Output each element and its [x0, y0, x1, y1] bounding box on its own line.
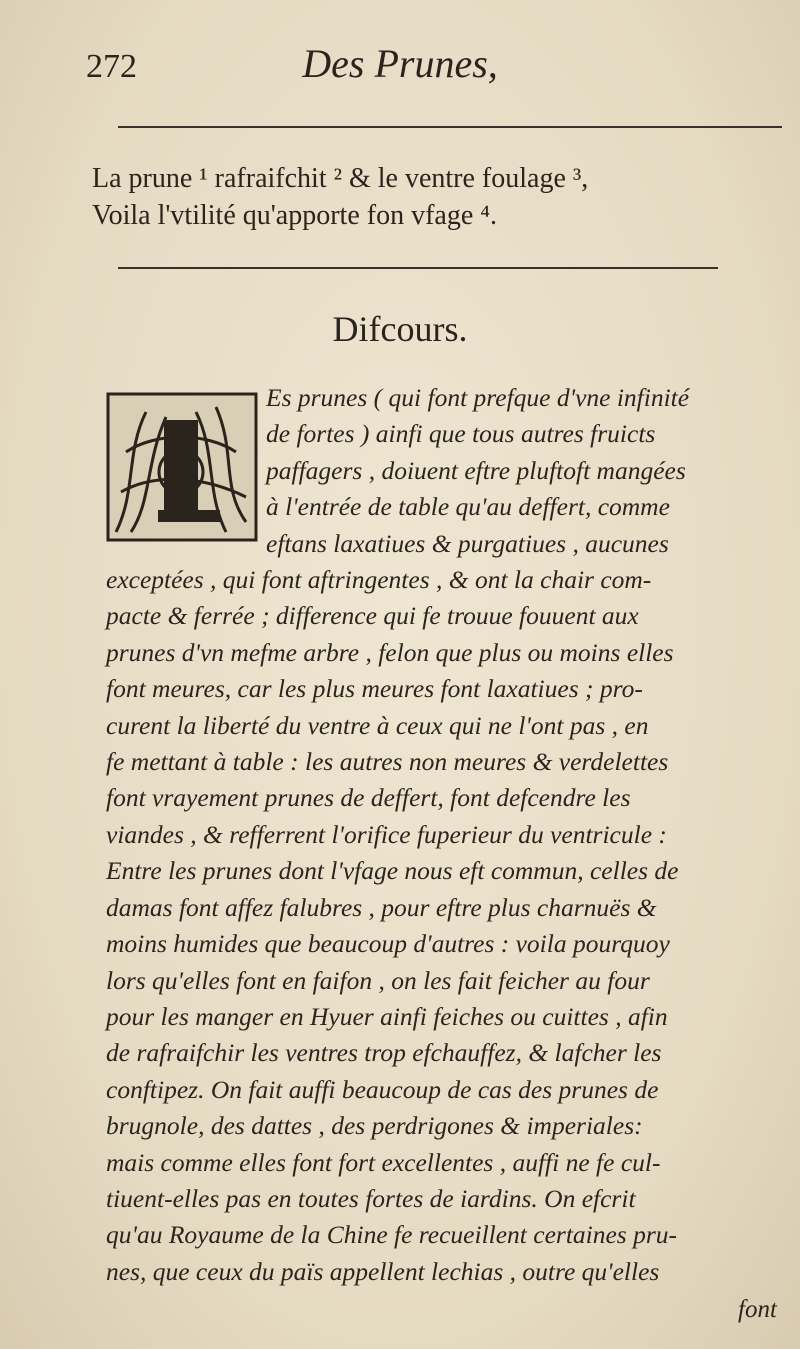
indented-lines	[106, 380, 796, 562]
text-line: font vrayement prunes de deffert, font defcendre les	[106, 783, 631, 813]
text-line: de fortes ) ainfi que tous autres fruicts	[266, 419, 656, 449]
text-line: Es prunes ( qui font prefque d'vne infinité	[266, 383, 690, 412]
text-line: lors qu'elles font en faifon , on les fait feicher au four	[106, 965, 650, 995]
running-head: Des Prunes,	[302, 41, 498, 86]
text-line: fe mettant à table : les autres non meures & verdelettes	[106, 747, 669, 777]
text-line: pacte & ferrée ; difference qui fe trouue fouuent aux	[106, 601, 639, 631]
text-line: brugnole, des dattes , des perdrigones & imperiales:	[106, 1111, 643, 1141]
text-line: nes, que ceux du païs appellent lechias , outre qu'elles	[106, 1256, 660, 1286]
discourse-text	[106, 380, 796, 1290]
catchword: font	[738, 1296, 777, 1323]
text-line: à l'entrée de table qu'au deffert, comme	[266, 492, 670, 522]
text-line: viandes , & refferrent l'orifice fuperieur du ventricule :	[106, 819, 667, 849]
text-line: qu'au Royaume de la Chine fe recueillent certaines pru-	[106, 1220, 678, 1250]
text-line: font meures, car les plus meures font laxatiues ; pro-	[106, 674, 643, 704]
verse-block	[92, 160, 772, 234]
verse-line: Voila l'vtilité qu'apporte fon vfage ⁴.	[92, 200, 498, 231]
text-line: tiuent-elles pas en toutes fortes de iardins. On efcrit	[106, 1183, 636, 1213]
text-line: moins humides que beaucoup d'autres : voila pourquoy	[106, 929, 670, 959]
text-line: conftipez. On fait auffi beaucoup de cas des prunes de	[106, 1074, 659, 1104]
text-line: de rafraifchir les ventres trop efchauffez, & lafcher les	[106, 1038, 662, 1068]
text-line: Entre les prunes dont l'vfage nous eft commun, celles de	[106, 856, 679, 886]
text-line: pour les manger en Hyuer ainfi feiches ou cuittes , afin	[106, 1001, 668, 1031]
text-line: damas font affez falubres , pour eftre plus charnuës &	[106, 892, 657, 922]
text-line: paffagers , doiuent eftre pluftoft mangées	[266, 455, 686, 485]
header-rule	[118, 126, 782, 128]
page-number: 272	[86, 48, 137, 85]
text-line: mais comme elles font fort excellentes , auffi ne fe cul-	[106, 1147, 661, 1177]
verse-line: La prune ¹ rafraifchit ² & le ventre foulage ³,	[92, 163, 589, 194]
section-rule	[118, 267, 718, 269]
text-line: curent la liberté du ventre à ceux qui ne l'ont pas , en	[106, 710, 649, 740]
text-line: prunes d'vn mefme arbre , felon que plus ou moins elles	[106, 637, 674, 667]
text-line: exceptées , qui font aftringentes , & ont la chair com-	[106, 565, 652, 595]
text-line: eftans laxatiues & purgatiues , aucunes	[266, 528, 669, 558]
section-title: Difcours.	[332, 309, 468, 349]
